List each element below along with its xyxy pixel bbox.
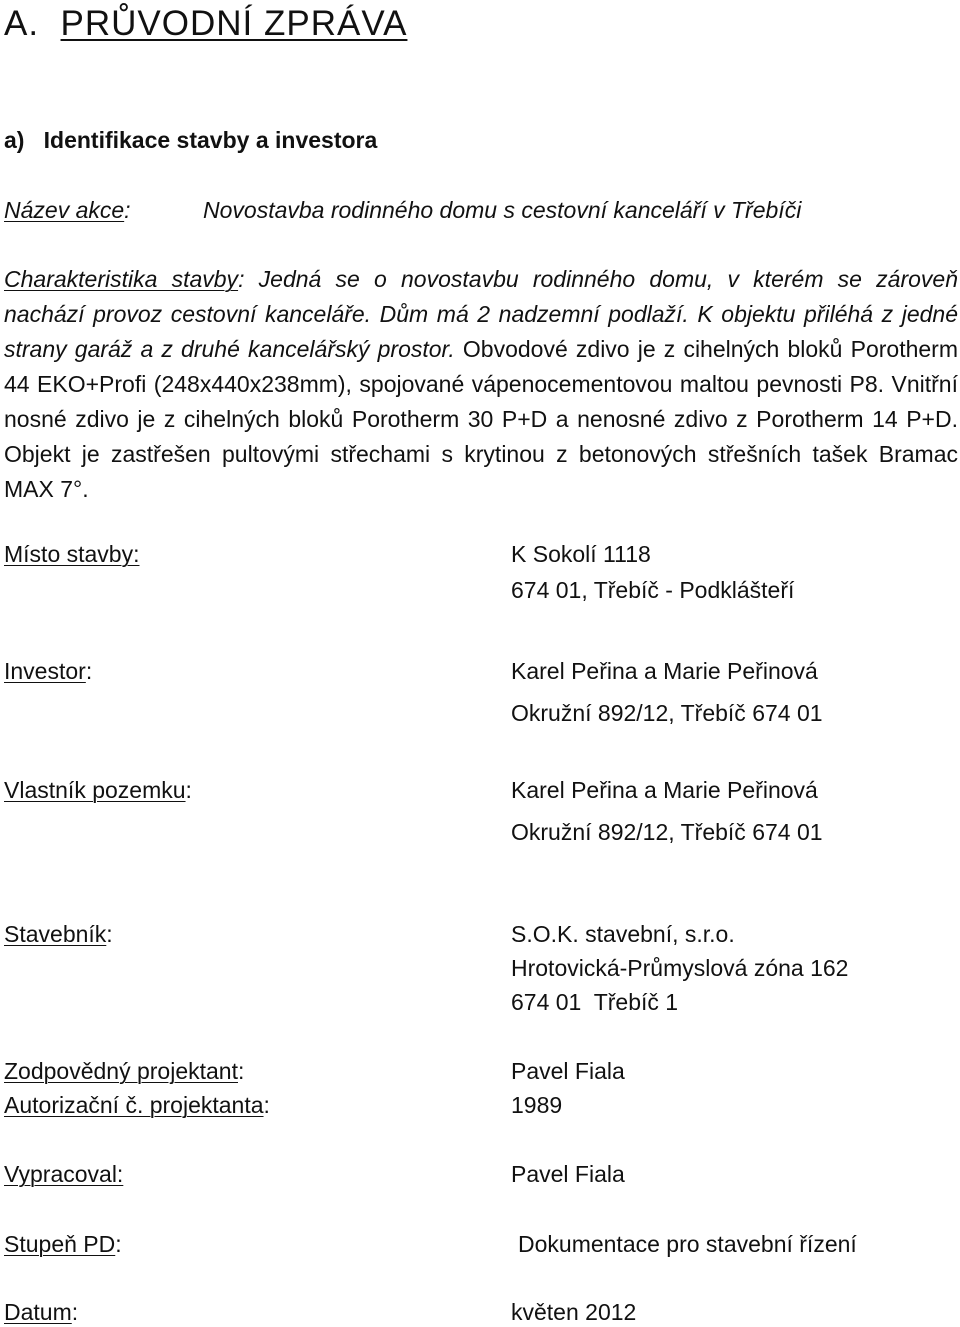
charakteristika-paragraph	[4, 262, 958, 507]
autorizace-colon: :	[263, 1092, 270, 1118]
vlastnik-line2: Okružní 892/12, Třebíč 674 01	[511, 819, 823, 845]
nazev-akce-colon: :	[124, 197, 131, 223]
stavebnik-line3: 674 01 Třebíč 1	[511, 989, 679, 1015]
nazev-akce-label-row	[4, 195, 131, 225]
vlastnik-colon: :	[185, 777, 192, 803]
stupen-colon: :	[115, 1231, 122, 1257]
stavebnik-label-row	[4, 919, 113, 949]
section-label: a)	[4, 127, 25, 153]
stavebnik-line1: S.O.K. stavební, s.r.o.	[511, 921, 735, 947]
vlastnik-label-row	[4, 775, 192, 805]
nazev-akce-label: Název akce	[4, 197, 125, 223]
charakteristika-intro: : Jedná se o novostavbu rodinného domu, v kterém se zároveň nachází provoz cestovní kanceláře. Dům má 2 nadzemní podlaží. K objektu přiléhá z jedné strany garáž a z druhé kancelářský prostor.	[4, 266, 958, 362]
stavebnik-line2: Hrotovická-Průmyslová zóna 162	[511, 955, 849, 981]
vlastnik-line1: Karel Peřina a Marie Peřinová	[511, 777, 818, 803]
stupen-value: Dokumentace pro stavební řízení	[518, 1231, 857, 1257]
investor-line2: Okružní 892/12, Třebíč 674 01	[511, 700, 823, 726]
projektant-value: Pavel Fiala	[511, 1058, 625, 1084]
autorizace-label: Autorizační č. projektanta	[4, 1092, 264, 1118]
charakteristika-body: Obvodové zdivo je z cihelných bloků Porotherm 44 EKO+Profi (248x440x238mm), spojované vápenocementovou maltou pevnosti P8. Vnitřní nosné zdivo je z cihelných bloků Porotherm 30 P+D a nenosné zdivo z Porotherm 14 P+D. Objekt je zastřešen pultovými střechami s krytinou z betonových střešních tašek Bramac MAX 7°.	[4, 336, 958, 502]
document-heading	[4, 2, 407, 46]
section-heading	[4, 125, 377, 155]
misto-stavby-line2: 674 01, Třebíč - Podklášteří	[511, 577, 795, 603]
heading-title: PRŮVODNÍ ZPRÁVA	[60, 4, 408, 43]
projektant-colon: :	[238, 1058, 245, 1084]
vlastnik-label: Vlastník pozemku	[4, 777, 186, 803]
charakteristika-label: Charakteristika stavby	[4, 266, 239, 292]
nazev-akce-value: Novostavba rodinného domu s cestovní kanceláří v Třebíči	[203, 197, 802, 223]
projektant-label-row	[4, 1056, 244, 1086]
datum-label: Datum	[4, 1299, 72, 1325]
section-title: Identifikace stavby a investora	[43, 127, 378, 153]
datum-value: květen 2012	[511, 1299, 637, 1325]
autorizace-label-row	[4, 1090, 270, 1120]
misto-stavby-label: Místo stavby:	[4, 541, 140, 567]
stavebnik-colon: :	[106, 921, 113, 947]
stupen-label-row	[4, 1229, 122, 1259]
datum-colon: :	[71, 1299, 79, 1325]
misto-stavby-line1: K Sokolí 1118	[511, 541, 651, 567]
vypracoval-label: Vypracoval:	[4, 1161, 124, 1187]
investor-line1: Karel Peřina a Marie Peřinová	[511, 658, 818, 684]
vypracoval-value: Pavel Fiala	[511, 1161, 625, 1187]
heading-number: A.	[4, 4, 40, 43]
investor-label-row	[4, 656, 92, 686]
investor-colon: :	[85, 658, 93, 684]
projektant-label: Zodpovědný projektant	[4, 1058, 238, 1084]
stavebnik-label: Stavebník	[4, 921, 107, 947]
autorizace-value: 1989	[511, 1092, 563, 1118]
investor-label: Investor	[4, 658, 86, 684]
stupen-label: Stupeň PD	[4, 1231, 116, 1257]
datum-label-row	[4, 1297, 78, 1327]
